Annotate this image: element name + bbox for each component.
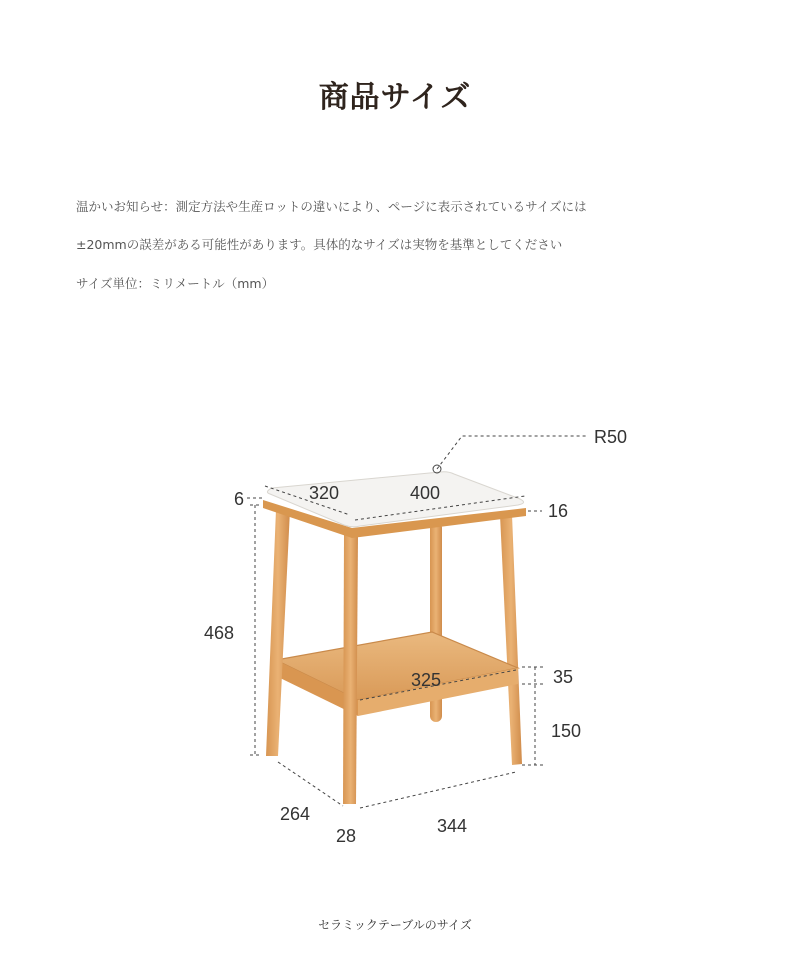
label-leg-size: 28 (336, 826, 357, 846)
label-top-edge: 16 (548, 501, 569, 521)
note-line-1: 温かいお知らせ：測定方法や生産ロットの違いにより、ページに表示されているサイズには (76, 199, 587, 214)
diagram-caption: セラミックテーブルのサイズ (318, 918, 472, 932)
size-unit-note: サイズ単位：ミリメートル（mm） (76, 276, 275, 291)
label-height: 468 (204, 623, 235, 643)
note-line-2: ±20mmの誤差がある可能性があります。具体的なサイズは実物を基準としてください (76, 237, 563, 252)
front-left-leg (266, 510, 290, 756)
label-radius: R50 (594, 427, 628, 447)
label-shelf-height: 35 (553, 667, 574, 687)
label-base-depth: 264 (280, 804, 311, 824)
label-top-width: 400 (410, 483, 441, 503)
label-shelf-width: 325 (411, 670, 442, 690)
back-right-leg (500, 515, 522, 765)
label-top-depth: 320 (309, 483, 340, 503)
page-title: 商品サイズ (318, 80, 472, 115)
label-base-width: 344 (437, 816, 468, 836)
label-top-thickness: 6 (234, 489, 245, 509)
front-right-leg (343, 534, 358, 804)
label-shelf-clearance: 150 (551, 721, 582, 741)
